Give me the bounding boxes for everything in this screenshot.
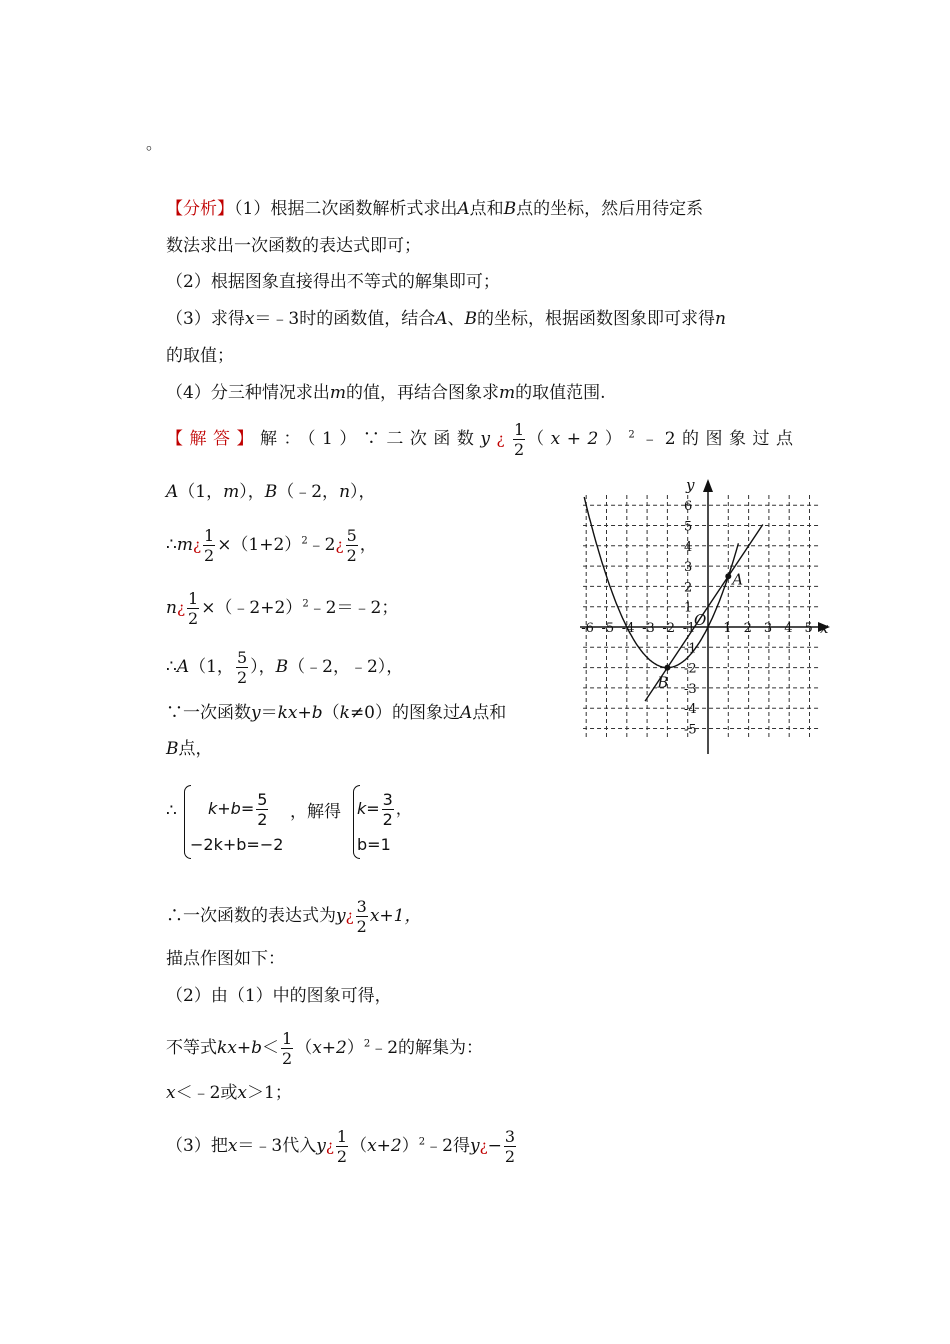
analysis-line-1: 【分析】（1）根据二次函数解析式求出A点和B点的坐标，然后用待定系 [166,199,704,219]
y-tick-label: 3 [684,560,693,576]
x-tick-label: -6 [581,621,594,636]
y-tick-label: -4 [684,702,697,718]
y-tick-label: 4 [684,539,693,555]
x-tick-label: 4 [784,621,793,636]
solution-line-5: ∴A（1， $\frac{5}{2}$ ），B（﹣2，﹣2）， [166,648,404,687]
point-b [664,665,670,671]
analysis-line-4: （3）求得x＝﹣3时的函数值，结合A、B的坐标，根据函数图象即可求得n [166,309,726,329]
solution-line-10: 描点作图如下： [166,949,285,969]
solution-line-12: 不等式kx+b＜ $\frac{1}{2}$ $(x+2)^2﹣2$的解集为： [166,1029,484,1068]
y-tick-label: 2 [684,580,693,596]
equation-2: −2k+b=−2 [190,835,284,854]
y-axis-arrow [703,479,713,492]
solution-line-14: （3）把x＝﹣3代入y¿ $\frac{1}{2}$ $(x+2)^2﹣2$得y¿− $\frac{3}{2}$ [166,1127,516,1166]
y-axis-label: y [686,478,695,494]
y-tick-label: -2 [684,661,697,677]
y-tick-label: 6 [684,499,693,515]
x-tick-label: -3 [642,621,655,636]
point-a [725,573,731,579]
analysis-tag: 【分析】 [166,199,234,219]
curves [584,497,763,701]
x-tick-label: 1 [723,621,732,636]
x-tick-label: 3 [763,621,773,636]
solution-b: b=1 [357,835,391,854]
y-tick-label: 5 [684,519,693,535]
solve-label: ，解得 [290,802,341,822]
x-tick-label: -4 [621,621,635,636]
function-graph [580,478,835,756]
y-tick-label: -5 [684,722,697,738]
solution-line-1: 【解答】解：（1）∵二次函数y¿ $\frac{1}{2}$ $(x+2)^2﹣2$的图象过点 [166,420,800,459]
analysis-line-5: 的取值； [166,346,234,366]
x-tick-label: -2 [662,621,676,636]
system-therefore: ∴ [166,801,177,821]
solution-line-9: ∴一次函数的表达式为y¿ $\frac{3}{2}$ x+1， [166,897,422,936]
y-tick-label: -3 [684,681,697,697]
equation-1: k+b= $\frac{5}{2}$ [208,790,268,829]
analysis-line-2: 数法求出一次函数的表达式即可； [166,236,421,256]
solution-line-6: ∵一次函数y＝kx+b（k≠0）的图象过A点和 [166,703,507,723]
x-tick-label: 2 [743,621,752,636]
y-tick-label: 1 [684,600,693,616]
analysis-line-3: （2）根据图象直接得出不等式的解集即可； [166,272,500,292]
solution-line-2: A（1，m），B（﹣2，n）， [166,482,376,502]
analysis-line-6: （4）分三种情况求出m的值，再结合图象求m的取值范围. [166,383,606,403]
solution-line-7: B点， [166,739,213,759]
solution-line-3: ∴m¿ $\frac{1}{2}$ $\times(1+2)^2﹣2¿$ $\frac{5}{2}$ ， [166,526,377,565]
point-b-label: B [657,673,669,692]
solution-line-13: x＜﹣2或x＞1； [166,1083,292,1103]
solution-line-11: （2）由（1）中的图象可得， [166,986,392,1006]
point-a-label: A [732,570,744,589]
x-tick-label: 5 [804,621,813,636]
parabola-curve [584,497,738,668]
solution-line-4: n¿ $\frac{1}{2}$ ×（﹣2+2）$^2$﹣2＝﹣2； [166,589,399,628]
x-tick-label: -1 [682,621,696,636]
x-axis-label: x [820,619,829,637]
x-tick-label: -5 [601,621,615,636]
solution-tag: 【解答】 [166,429,260,449]
origin-label: O [694,611,707,629]
y-tick-label: -1 [684,641,697,657]
solution-k: k= $\frac{3}{2}$ ， [357,790,412,829]
top-mark: 。 [146,134,163,153]
